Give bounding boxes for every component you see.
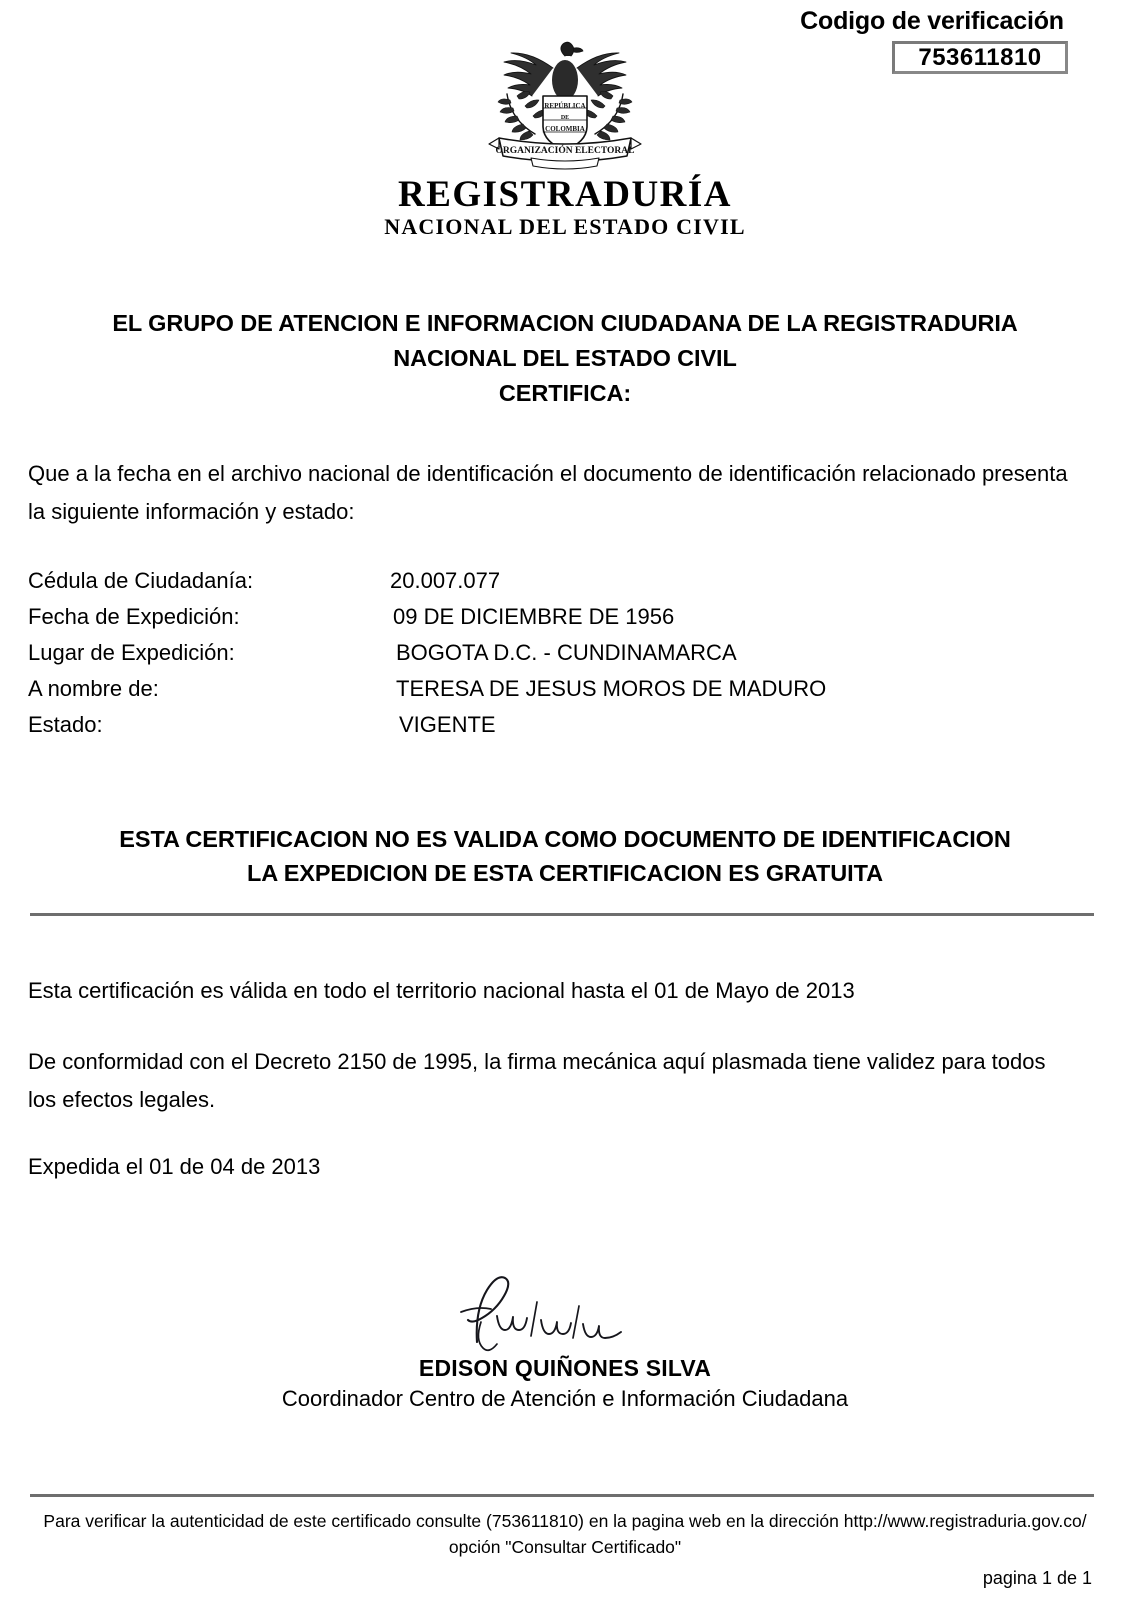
field-value-cedula: 20.007.077 xyxy=(390,568,501,593)
signature-block xyxy=(0,1250,1130,1415)
heading-line-1: EL GRUPO DE ATENCION E INFORMACION CIUDADANA DE LA REGISTRADURIA xyxy=(112,310,1018,336)
table-row xyxy=(28,599,1068,635)
handwritten-signature-icon xyxy=(445,1250,685,1355)
wordmark xyxy=(0,176,1130,240)
table-row xyxy=(28,635,1068,671)
wordmark-sub: NACIONAL DEL ESTADO CIVIL xyxy=(384,214,746,239)
field-value-estado: VIGENTE xyxy=(399,712,496,737)
field-label-estado: Estado: xyxy=(28,712,103,737)
emblem-banner-text: ORGANIZACIÓN ELECTORAL xyxy=(495,146,635,156)
field-value-nombre: TERESA DE JESUS MOROS DE MADURO xyxy=(396,676,827,701)
field-label-cedula: Cédula de Ciudadanía: xyxy=(28,568,254,593)
footer-verification-text: Para verificar la autenticidad de este certificado consulte (753611810) en la pagina web en la dirección http://www.registraduria.gov.co/ xyxy=(43,1511,1087,1531)
emblem-shield-line1: REPÚBLICA xyxy=(544,102,586,110)
intro-paragraph: Que a la fecha en el archivo nacional de identificación el documento de identificación relacionado presenta la siguiente información y estado: xyxy=(28,461,1068,524)
certificate-heading xyxy=(0,306,1130,411)
verification-code-label: Codigo de verificación xyxy=(800,7,1064,35)
verification-code-value: 753611810 xyxy=(918,43,1042,71)
divider-footer xyxy=(30,1494,1094,1497)
institution-logo xyxy=(0,34,1130,240)
emblem-shield-line3: COLOMBIA xyxy=(545,125,585,133)
wordmark-main: REGISTRADURÍA xyxy=(397,174,733,215)
field-label-lugar-expedicion: Lugar de Expedición: xyxy=(28,640,235,665)
field-label-nombre: A nombre de: xyxy=(28,676,159,701)
colombia-coat-of-arms-icon xyxy=(447,34,683,174)
table-row xyxy=(28,707,1068,743)
heading-line-2: NACIONAL DEL ESTADO CIVIL xyxy=(393,345,737,371)
field-value-lugar-expedicion: BOGOTA D.C. - CUNDINAMARCA xyxy=(396,640,737,665)
warning-line-2: LA EXPEDICION DE ESTA CERTIFICACION ES GRATUITA xyxy=(247,860,883,886)
heading-line-3: CERTIFICA: xyxy=(498,380,632,406)
divider-middle xyxy=(30,913,1094,916)
table-row xyxy=(28,563,1068,599)
field-value-fecha-expedicion: 09 DE DICIEMBRE DE 1956 xyxy=(393,604,675,629)
emblem-shield-line2: DE xyxy=(560,115,570,121)
footer-page-number: pagina 1 de 1 xyxy=(982,1568,1092,1588)
signatory-name: EDISON QUIÑONES SILVA xyxy=(418,1355,712,1381)
validity-statement: Esta certificación es válida en todo el territorio nacional hasta el 01 de Mayo de 2013 xyxy=(28,978,855,1003)
field-label-fecha-expedicion: Fecha de Expedición: xyxy=(28,604,240,629)
identity-fields xyxy=(28,563,1068,743)
validity-warning xyxy=(0,822,1130,890)
table-row xyxy=(28,671,1068,707)
warning-line-1: ESTA CERTIFICACION NO ES VALIDA COMO DOCUMENTO DE IDENTIFICACION xyxy=(119,826,1011,852)
issued-date: Expedida el 01 de 04 de 2013 xyxy=(28,1154,321,1179)
footer-option-text: opción "Consultar Certificado" xyxy=(448,1537,682,1557)
decree-statement: De conformidad con el Decreto 2150 de 1995, la firma mecánica aquí plasmada tiene validez para todos los efectos legales. xyxy=(28,1049,1046,1112)
signatory-role: Coordinador Centro de Atención e Información Ciudadana xyxy=(281,1386,849,1411)
